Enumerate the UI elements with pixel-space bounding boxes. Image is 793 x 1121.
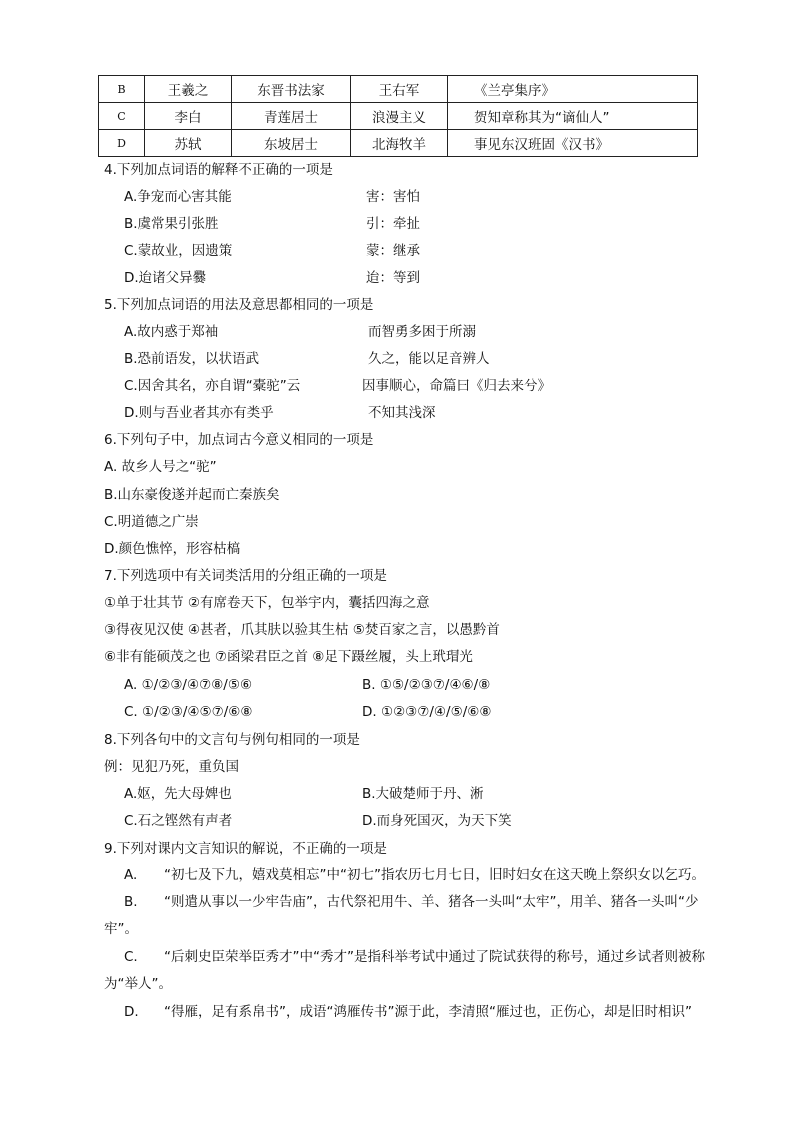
- option-label: B.: [124, 894, 138, 910]
- q5-option-b-right: 久之，能以足音辨人: [368, 351, 490, 367]
- question-8-stem: 8.下列各句中的文言句与例句相同的一项是: [104, 732, 360, 748]
- q6-option-c: C.明道德之广崇: [104, 514, 199, 530]
- q6-option-a: A. 故乡人号之“驼”: [104, 459, 217, 475]
- q8-option-c: C.石之铿然有声者: [124, 813, 233, 829]
- table-cell: 东晋书法家: [232, 76, 351, 103]
- q4-option-a-gloss: 害：害怕: [366, 189, 420, 205]
- q4-option-a: A.争宠而心害其能: [124, 189, 232, 205]
- q8-option-d: D.而身死国灭，为天下笑: [362, 813, 512, 829]
- table-cell: 北海牧羊: [351, 130, 448, 157]
- option-label: C.: [124, 949, 138, 965]
- q8-example: 例：见犯乃死，重负国: [104, 759, 239, 775]
- q5-option-d-left: D.则与吾业者其亦有类乎: [124, 405, 274, 421]
- option-text: “初七及下九，嬉戏莫相忘”中“初七”指农历七月七日，旧时妇女在这天晚上祭织女以乞巧。: [164, 867, 705, 883]
- q9-option-a: [104, 862, 716, 889]
- table-cell: 事见东汉班固《汉书》: [448, 130, 698, 157]
- q7-option-b: B. ①⑤/②③⑦/④⑥/⑧: [362, 677, 491, 693]
- q9-option-d: [104, 999, 716, 1026]
- table-cell: B: [99, 76, 145, 103]
- option-text: “后刺史臣荣举臣秀才”中“秀才”是指科举考试中通过了院试获得的称号，通过乡试者则被称为“举人”。: [104, 949, 705, 992]
- q8-option-b: B.大破楚师于丹、淅: [362, 786, 484, 802]
- table-cell: C: [99, 103, 145, 130]
- author-info-table: [98, 75, 698, 157]
- q7-item-line-3: ⑥非有能硕茂之也 ⑦函梁君臣之首 ⑧足下蹑丝履，头上玳瑁光: [104, 649, 473, 665]
- q7-item-line-1: ①单于壮其节 ②有席卷天下，包举宇内，囊括四海之意: [104, 595, 430, 611]
- q4-option-c-gloss: 蒙：继承: [366, 243, 420, 259]
- table-cell: 浪漫主义: [351, 103, 448, 130]
- table-cell: 青莲居士: [232, 103, 351, 130]
- table-cell: D: [99, 130, 145, 157]
- q6-option-b: B.山东豪俊遂并起而亡秦族矣: [104, 487, 280, 503]
- q7-item-line-2: ③得夜见汉使 ④甚者，爪其肤以验其生枯 ⑤焚百家之言，以愚黔首: [104, 622, 500, 638]
- q4-option-d-gloss: 迨：等到: [366, 270, 420, 286]
- table-cell: 《兰亭集序》: [448, 76, 698, 103]
- q5-option-c-right: 因事顺心，命篇曰《归去来兮》: [362, 378, 551, 394]
- table-row: [99, 76, 698, 103]
- q5-option-d-right: 不知其浅深: [368, 405, 436, 421]
- q9-option-b: [104, 889, 716, 943]
- q5-option-a-left: A.故内惑于郑袖: [124, 324, 219, 340]
- table-cell: 李白: [145, 103, 232, 130]
- q5-option-a-right: 而智勇多困于所溺: [368, 324, 476, 340]
- option-label: D.: [124, 1004, 139, 1020]
- question-9-stem: 9.下列对课内文言知识的解说，不正确的一项是: [104, 841, 387, 857]
- table-cell: 苏轼: [145, 130, 232, 157]
- table-cell: 贺知章称其为“谪仙人”: [448, 103, 698, 130]
- q4-option-b: B.虞常果引张胜: [124, 216, 219, 232]
- q4-option-b-gloss: 引：牵扯: [366, 216, 420, 232]
- option-text: “得雁，足有系帛书”，成语“鸿雁传书”源于此，李清照“雁过也，正伤心，却是旧时相识”: [164, 1004, 692, 1020]
- table-row: [99, 130, 698, 157]
- q8-option-a: A.妪，先大母婢也: [124, 786, 232, 802]
- q7-option-c: C. ①/②③/④⑤⑦/⑥⑧: [124, 704, 253, 720]
- question-7-stem: 7.下列选项中有关词类活用的分组正确的一项是: [104, 568, 387, 584]
- q9-option-c: [104, 944, 716, 998]
- table-cell: 王羲之: [145, 76, 232, 103]
- question-5-stem: 5.下列加点词语的用法及意思都相同的一项是: [104, 297, 374, 313]
- q7-option-a: A. ①/②③/④⑦⑧/⑤⑥: [124, 677, 253, 693]
- q4-option-c: C.蒙故业，因遗策: [124, 243, 233, 259]
- option-label: A.: [124, 867, 138, 883]
- question-6-stem: 6.下列句子中，加点词古今意义相同的一项是: [104, 432, 374, 448]
- table-cell: 王右军: [351, 76, 448, 103]
- option-text: “则遣从事以一少牢告庙”，古代祭祀用牛、羊、猪各一头叫“太牢”，用羊、猪各一头叫“少牢”。: [104, 894, 699, 937]
- q5-option-b-left: B.恐前语发，以状语武: [124, 351, 260, 367]
- q5-option-c-left: C.因舍其名，亦自谓“橐驼”云: [124, 378, 301, 394]
- table-row: [99, 103, 698, 130]
- table-cell: 东坡居士: [232, 130, 351, 157]
- q7-option-d: D. ①②③⑦/④/⑤/⑥⑧: [362, 704, 492, 720]
- q6-option-d: D.颜色憔悴，形容枯槁: [104, 541, 241, 557]
- question-4-stem: 4.下列加点词语的解释不正确的一项是: [104, 162, 333, 178]
- q4-option-d: D.迨诸父异爨: [124, 270, 207, 286]
